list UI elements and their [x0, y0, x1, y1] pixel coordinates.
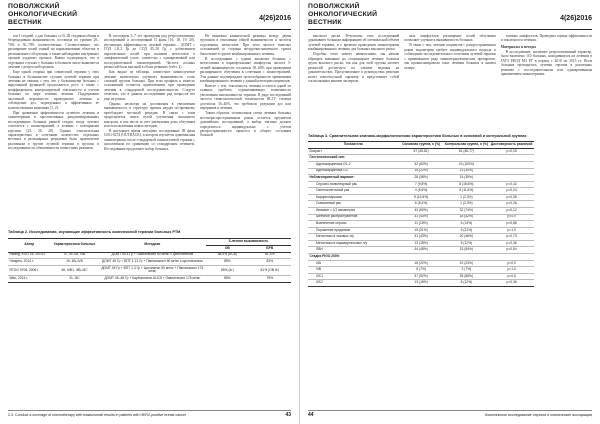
table-header-cell: Достоверность различий [489, 142, 534, 149]
table-header-cell: Автор [8, 239, 50, 253]
text-column-2 [104, 34, 195, 224]
table-row [308, 148, 534, 155]
table-row [308, 201, 534, 208]
table-cell: Hwang, KOG 16, 2014 г. [8, 252, 50, 259]
table-2 [8, 238, 291, 283]
table-row [308, 221, 534, 228]
table-cell: 13 (18%) [399, 280, 444, 287]
table-2-body [8, 252, 291, 282]
table-cell: IIIB [308, 267, 399, 274]
paragraph: В исследование, носившее ретроспективный характер, было включено 110 больных, находившихся на лечении в ГАУЗ РКОД МЗ РТ в период с 2010 по 2015 г.г. Всем больным проводилась лучевая терапия в различных режимах с последовательным или одновременным применением химиотерапии. [500, 49, 592, 77]
table-cell [399, 254, 444, 261]
table-header-cell: ОВ [206, 245, 248, 252]
footer-text: 2.3. Conduct a coverage of chemotherapy with trastuzumab results in patients with HER2-positive breast cancer [8, 413, 187, 417]
issue-number: 4(26)2016 [259, 15, 291, 22]
table-row [308, 273, 534, 280]
table-cell: ДОМТ 50,4 Гр + Паклитаксел 60 мг/м² с цисплатином [99, 252, 207, 259]
table-cell: 79% [249, 276, 291, 283]
table-cell: p=1,0 [489, 227, 534, 234]
table-cell: 9 (21%) [444, 227, 489, 234]
table-cell: 15 (22%) [399, 168, 444, 175]
table-cell [489, 161, 534, 168]
table-cell: ЛВИ [308, 247, 399, 254]
table-cell: 81,3% [249, 252, 291, 259]
table-row [308, 155, 534, 162]
table-row [308, 161, 534, 168]
table-cell [444, 254, 489, 261]
footer-rule [8, 410, 291, 411]
table-cell: 18 (42%) [444, 214, 489, 221]
table-cell: Поражение придатков [308, 227, 399, 234]
table-row [308, 254, 534, 261]
table-cell: Wen, 2013 г. [8, 276, 50, 283]
table-cell: 61 (46-77) [444, 148, 489, 155]
table-cell: p=0,12 [489, 208, 534, 215]
table-cell [489, 155, 534, 162]
table-cell [489, 175, 534, 182]
table-cell: Светлоклеточный рак [308, 188, 399, 195]
table-cell: Метастазы в тазовых л/у [308, 234, 399, 241]
table-cell: p=1,0 [489, 267, 534, 274]
page-footer [308, 412, 592, 419]
table-cell: Шеечное распространение [308, 214, 399, 221]
table-row [308, 208, 534, 215]
footer-rule [308, 410, 592, 411]
page-number: 44 [308, 412, 314, 418]
journal-title: ПОВОЛЖСКИЙ ОНКОЛОГИЧЕСКИЙ ВЕСТНИК [8, 3, 78, 26]
table-cell: ДОМТ 45 Гр + ВПТ 1.13 Гр + Паклитаксел 60 мг/м² с цисплатином [99, 259, 207, 266]
text-column-3 [501, 34, 592, 130]
table-cell: 31 (43%) [399, 214, 444, 221]
table-cell: 4 (5,6%) [399, 188, 444, 195]
page-number: 43 [285, 412, 291, 418]
table-cell: p=0,26 [489, 201, 534, 208]
table-cell: 85% (4г) [206, 265, 248, 275]
journal-header [308, 3, 592, 30]
issue-number: 4(26)2016 [560, 15, 592, 22]
table-row [8, 252, 291, 259]
table-cell: 83% [249, 259, 291, 266]
table-cell: p=0,15 [489, 148, 534, 155]
table-cell [489, 168, 534, 175]
table-cell: 43 (100%) [444, 161, 489, 168]
table-cell: Смешанный рак [308, 201, 399, 208]
table-cell: 43 (60%) [399, 208, 444, 215]
table-header-cell: Методики [99, 239, 207, 253]
table-cell: Стадия FIGO 2009: [308, 254, 399, 261]
table-row [308, 280, 534, 287]
table-cell: Метастазы в парааортальных л/у [308, 240, 399, 247]
table-cell: Гистологический тип: [308, 155, 399, 162]
table-cell: 1 (2,3%) [444, 194, 489, 201]
paragraph: тов I стадией, а для больных со II–III стадиями общая и безрецидивная выживаемость составила по уровню 20–70% и 50–70% соответственно. Соответственно, что расширение полей тонкой на параклоновыми областях и регионального облучения, а также наблюдение внутренних органов ухудшает прогноз. Важно подчеркнуть, что в отдельных случаях у больных в большем числе выявляется лечение с регрессией органов. [8, 34, 99, 70]
text-column-3 [200, 34, 291, 224]
table-2-caption: Таблица 2. Исследования, изучающие эффективность комплексной терапии больных РТМ [8, 230, 181, 234]
table-cell: Неблагоприятный вариант: [308, 175, 399, 182]
table-cell: 32 (74%) [444, 208, 489, 215]
section-heading: Материалы и методы [500, 44, 536, 49]
table-cell: IIIC1 [308, 273, 399, 280]
table-cell: 7 (9,8%) [399, 181, 444, 188]
table-row [8, 276, 291, 283]
paragraph: В последнем 5–7 лет проведены ряд ретроспективных исследований и исследований II фазы [16, 18, 19, 20], изучающих эффективность лучевой терапии – ДОМТ с ГОД 1,8–2 Гр до СОД 45–50 Гр, с добавлением параллельных полей при наличии метастазов в лимфатический узлах, совместно с одновременной или последовательной химиотерапией. Частота полных ремиссий была высокой в обоих режимах (табл. 2). [104, 34, 195, 70]
paragraph: В настоящее время запущено исследование III фазы GOG-0274 (OUTBACK), в котором изучается адъювантная химиотерапия после стандартной химиолучевой терапии с цисплатином по сравнению со стандартным лечением. Исследование продолжает набор больных. [104, 129, 195, 151]
table-cell: 23 (54%) [444, 247, 489, 254]
table-cell: 81% (ОВ 4г) [249, 265, 291, 275]
table-cell: 20 (46%) [444, 234, 489, 241]
table-cell: 5 (12%) [444, 280, 489, 287]
table-cell: 11 (15%) [399, 221, 444, 228]
table-row [308, 214, 534, 221]
text-column-1 [8, 34, 99, 224]
paragraph: Не выявлено клинической разницы между двумя группами в отношении общей выживаемости и частоты отдаленных метастазов. При этом частота тяжелых осложнений со стороны желудочно-кишечного тракта была выше в группе комбинированного лечения. [200, 34, 291, 56]
table-cell: p=0,9 [489, 260, 534, 267]
table-cell: 85% [206, 276, 248, 283]
table-header-cell: 5-летняя выживаемость [206, 239, 291, 246]
table-cell: 8 (18,6%) [444, 181, 489, 188]
table-cell: 57 (45-81) [399, 148, 444, 155]
article-columns [8, 34, 291, 224]
table-cell: 37 (52%) [399, 273, 444, 280]
table-cell: ДОМТ 45–48 Гр + Карбоплатин AUC5 + Паклитаксел 175 мг/м² [99, 276, 207, 283]
paragraph: Подобно этого ничего невыполнено, мы начали обращать внимание на стационарное лечение больных групп высокого риска, так как для этой группы неответ ремиссий достигнуто по тактике ведения на доказательствах. Представленное в руководствах решение носит консенсусный характер и представляет собой согласованное мнение экспертов. [308, 52, 400, 84]
table-cell: p=0,5 [489, 273, 534, 280]
table-cell [399, 155, 444, 162]
table-cell: Аденокарцинома G3 [308, 168, 399, 175]
table-cell: 3 (7%) [444, 267, 489, 274]
table-row [308, 247, 534, 254]
table-cell: 6 (8,4%) [399, 201, 444, 208]
table-3 [308, 141, 534, 287]
table-cell: 13 (18%) [399, 240, 444, 247]
paragraph: В исследовании с одним анализом больных с метастазами в парааортальные лимфоузлы частота 5-летней выживаемости составила 50–60% при проведении расширенного облучения в сочетании с химиотерапией. Эти данные подтверждают целесообразность применения комбинированного лечения у данной категории пациентов. [200, 56, 291, 84]
right-page [300, 0, 600, 424]
table-3-caption: Таблица 3. Сравнительная клинико-морфологическая характеристика больных в основной и контрольной группах [308, 134, 527, 138]
table-header-cell: Основная группа, n (%) [399, 142, 444, 149]
paragraph: ных лимфоузлов расширение полей облучения позволяет улучшить выживаемость больных. [404, 34, 496, 43]
table-cell: p=0,73 [489, 234, 534, 241]
table-row [308, 260, 534, 267]
table-3-body [308, 148, 534, 286]
paragraph: Еще одной сторона при совместной терапии у этих больных в большинстве случаев лучевой терапии при лечении не связана с тем, что у большинства больных с нарушенной функцией продолжается рост, а также с коэффициентом контролируемой токсичности и учетом больных по мере течения лечения. Поддержание частичной вероятности проводимого лечения и соблюдение доз, подведенных в эффективных ее количественном значениях [1, 2]. [8, 70, 99, 110]
table-cell: 10 (23%) [444, 260, 489, 267]
text-column-2 [404, 34, 495, 130]
table-row [308, 234, 534, 241]
table-header-cell: БРВ [249, 245, 291, 252]
footer-text: Комплексное исследование опухоли и клинические ассоциации [485, 413, 592, 417]
paragraph: высокого риска. Результаты этих исследований доказывают больным информацию об оптимальной объеме лучевой терапии, и о времени проведения химиотерапии комбинированного лечения для больных высокого риска. [308, 34, 400, 52]
table-header-cell: Характеристика больных [50, 239, 98, 253]
table-cell: Hangers, 2014 г. [8, 259, 50, 266]
table-cell: 5 (12%) [444, 240, 489, 247]
table-cell: 13 (30%) [444, 168, 489, 175]
table-cell: 5 (7%) [399, 267, 444, 274]
table-cell: Возраст [308, 148, 399, 155]
table-cell: 6 (14%) [444, 221, 489, 228]
table-cell [489, 254, 534, 261]
table-cell: 31, IIIC [50, 276, 98, 283]
journal-header [8, 3, 291, 30]
text-column-1 [308, 34, 399, 130]
table-row [8, 259, 291, 266]
paragraph: Как видно из таблицы, совместное химиолучевое лечение значительно улучшает выживаемость столь сложной группы больных. При этом профиль и тяжесть осложнений остаются приемлемыми при проведении лечения в стандартной последовательности. Следует отметить, что в данном исследовании ряд вопросов все еще не решен. [104, 70, 195, 101]
table-cell: 1 (2,3%) [444, 201, 489, 208]
table-cell: 15 (35%) [444, 175, 489, 182]
table-cell: p=0,86 [489, 221, 534, 228]
table-header-cell: Показатели [308, 142, 399, 149]
table-cell: p=0,36 [489, 280, 534, 287]
article-columns [308, 34, 592, 130]
table-cell: ДОМТ 45 Гр + ВПТ 1.3 Гр + Цисплатин 50 мг/м² + Паклитаксел 175 мг/м² [99, 265, 207, 275]
table-cell: 34 (48%) [399, 247, 444, 254]
table-row [308, 227, 534, 234]
table-cell: 28 (38%) [399, 175, 444, 182]
table-header-cell: Контрольная группа, n (%) [444, 142, 489, 149]
table-cell: 85,9% (БСВ) [206, 252, 248, 259]
table-cell: 15, IIB–IVB [50, 259, 98, 266]
page-footer [8, 412, 291, 419]
table-row [308, 194, 534, 201]
table-cell: 85% [206, 259, 248, 266]
table-cell: Инвазия > 1/2 миометрия [308, 208, 399, 215]
table-cell: Карциносаркома [308, 194, 399, 201]
table-cell: 15 (21%) [399, 227, 444, 234]
table-cell: IIIA [308, 260, 399, 267]
table-row [308, 188, 534, 195]
table-cell: 47, Ib–IIA, IIIB [50, 252, 98, 259]
table-row [308, 181, 534, 188]
table-cell: 31 (43%) [399, 234, 444, 241]
table-row [308, 175, 534, 182]
table-cell: p=0,24 [489, 188, 534, 195]
journal-title: ПОВОЛЖСКИЙ ОНКОЛОГИЧЕСКИЙ ВЕСТНИК [308, 3, 378, 26]
table-cell: p=0,9 [489, 214, 534, 221]
table-cell: Аденокарцинома G1-2 [308, 161, 399, 168]
table-cell: RTOG 9708, 2006 г. [8, 265, 50, 275]
paragraph: тазовых лимфоузлов. Проведена оценка эффективности и токсичности лечения. [500, 34, 592, 43]
paragraph: При сравнении эффективности лучевого лечения и химиотерапии в проспективных рандомизированных исследованиях больных ранней стадии, когда лучевое сочетается с химиотерапией, а лечение с повторными курсами [23, 26, 28]. Однако относительная характеристика в сочетании количество отдельных местных и регионарных рецидивов было практически различным в группе лучевой терапии в группах в исследованиях по объективности совместных режимов. [8, 110, 99, 151]
table-row [308, 168, 534, 175]
table-cell: Вовлечение серозы [308, 221, 399, 228]
paragraph: Однако, несмотря на достижения в увеличении выживаемости, в структуре причин неудач по-прежнему преобладает местный рецидив. В связи с этим продолжается поиск путей улучшения локального контроля, в том числе за счет увеличения дозы облучения или использования новых методик. [104, 101, 195, 129]
paragraph: Вместе с тем, токсичность лечения остается одной из главных проблем, ограничивающих возможность увеличения интенсивности терапии. В ряде исследований частота гематологической токсичности III–IV степени достигала 30–40%, что требовало редукции доз или перерывов в лечении. [200, 83, 291, 111]
table-cell: 9 (12,6%) [399, 194, 444, 201]
table-cell: 25 (58%) [444, 273, 489, 280]
table-cell: 16 (22%) [399, 260, 444, 267]
table-cell: p=0,54 [489, 247, 534, 254]
paragraph: Таким образом, оптимальная схема лечения больных местнораспространенным раком остается предметом дальнейших исследований, а выбор тактики должен определяться индивидуально с учетом распространенности процесса и общего состояния больной. [200, 111, 291, 138]
table-cell: 42 (63%) [399, 161, 444, 168]
table-cell: 46, IVB1, IIIB–IIIC [50, 265, 98, 275]
table-cell: p=0,42 [489, 181, 534, 188]
table-cell: p=0,08 [489, 194, 534, 201]
table-cell [444, 155, 489, 162]
table-row [8, 265, 291, 275]
table-cell: Серозно-папиллярный рак [308, 181, 399, 188]
table-cell: 5 (11,6%) [444, 188, 489, 195]
paragraph: В связи с тем, лечение пациентов с распространенным раком эндометрия требует индивидуального подхода и соблюдение последовательного сочетания лучевой терапии с применением ряда химиотерапевтических препаратов, мы проанализировали опыт лечения больных в нашем центре. [404, 43, 496, 70]
table-row [308, 240, 534, 247]
table-cell: IIIC2 [308, 280, 399, 287]
table-cell: p=0,36 [489, 240, 534, 247]
table-row [308, 267, 534, 274]
